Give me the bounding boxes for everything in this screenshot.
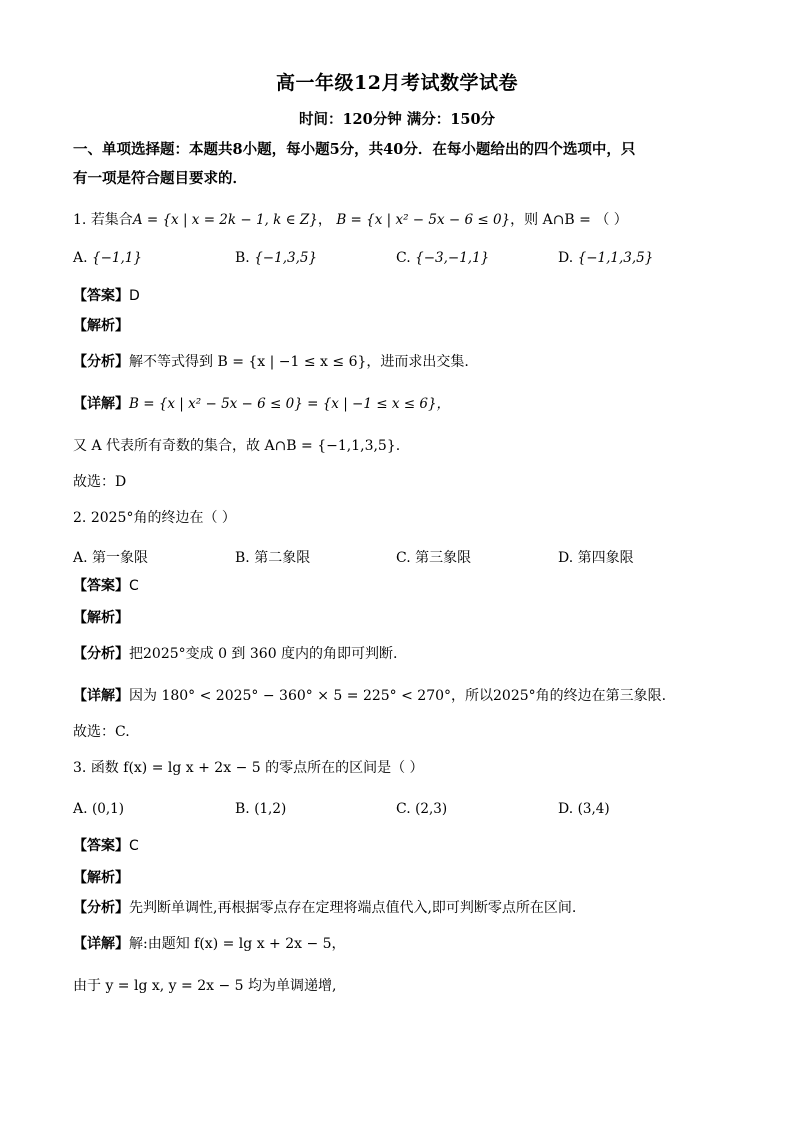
q3-option-c: C. (2,3) <box>396 801 448 817</box>
section-heading-line1: 一、单项选择题：本题共8小题，每小题5分，共40分．在每小题给出的四个选项中，只 <box>73 141 636 158</box>
q3-fenxi: 【分析】先判断单调性,再根据零点存在定理将端点值代入,即可判断零点所在区间. <box>73 900 577 916</box>
q2-option-a: A. 第一象限 <box>73 550 149 566</box>
separator: ， <box>317 212 332 228</box>
q3-option-a: A. (0,1) <box>73 801 125 817</box>
question-2-stem: 2. 2025°角的终边在（ ） <box>73 510 236 526</box>
q2-choose: 故选：C. <box>73 724 130 740</box>
section-heading-line2: 有一项是符合题目要求的． <box>73 170 247 187</box>
q2-fenxi: 【分析】把2025°变成 0 到 360 度内的角即可判断. <box>73 646 398 662</box>
page-subtitle: 时间：120分钟 满分：150分 <box>298 111 496 128</box>
question-text-post: ，则 A∩B = （ ） <box>510 212 628 228</box>
q1-option-c: C. {−3,−1,1} <box>396 250 490 266</box>
q2-analysis-tag: 【解析】 <box>73 610 129 626</box>
q2-option-b: B. 第二象限 <box>235 550 311 566</box>
q2-xiangjie: 【详解】因为 180° < 2025° − 360° × 5 = 225° < 270°，所以2025°角的终边在第三象限. <box>73 688 667 704</box>
q3-extra-line: 由于 y = lg x, y = 2x − 5 均为单调递增, <box>73 978 337 994</box>
set-a-formula: A = {x | x = 2k − 1, k ∈ Z} <box>132 212 318 228</box>
q1-analysis-tag: 【解析】 <box>73 318 129 334</box>
q3-analysis-tag: 【解析】 <box>73 870 129 886</box>
q1-xiangjie: 【详解】B = {x | x² − 5x − 6 ≤ 0} = {x | −1 ≤ x ≤ 6}， <box>73 396 451 412</box>
q1-choose: 故选：D <box>73 474 127 490</box>
q1-option-b: B. {−1,3,5} <box>235 250 318 266</box>
set-b-formula: B = {x | x² − 5x − 6 ≤ 0} <box>336 212 511 228</box>
q1-answer: 【答案】D <box>73 288 140 304</box>
q1-extra-line: 又 A 代表所有奇数的集合，故 A∩B = {−1,1,3,5}. <box>73 438 401 454</box>
question-1-stem <box>73 212 628 229</box>
q2-option-c: C. 第三象限 <box>396 550 472 566</box>
q1-option-d: D. {−1,1,3,5} <box>558 250 654 266</box>
q1-fenxi: 【分析】解不等式得到 B = {x | −1 ≤ x ≤ 6}，进而求出交集. <box>73 354 469 370</box>
question-3-stem: 3. 函数 f(x) = lg x + 2x − 5 的零点所在的区间是（ ） <box>73 760 424 776</box>
q3-answer: 【答案】C <box>73 838 139 854</box>
q3-xiangjie: 【详解】解:由题知 f(x) = lg x + 2x − 5， <box>73 936 346 952</box>
page-title: 高一年级12月考试数学试卷 <box>276 72 518 94</box>
q3-option-d: D. (3,4) <box>558 801 610 817</box>
q2-answer: 【答案】C <box>73 578 139 594</box>
q2-option-d: D. 第四象限 <box>558 550 634 566</box>
question-number: 1. <box>73 212 87 228</box>
q1-option-a: A. {−1,1} <box>73 250 142 266</box>
q3-option-b: B. (1,2) <box>235 801 287 817</box>
question-text: 若集合 <box>90 212 133 228</box>
